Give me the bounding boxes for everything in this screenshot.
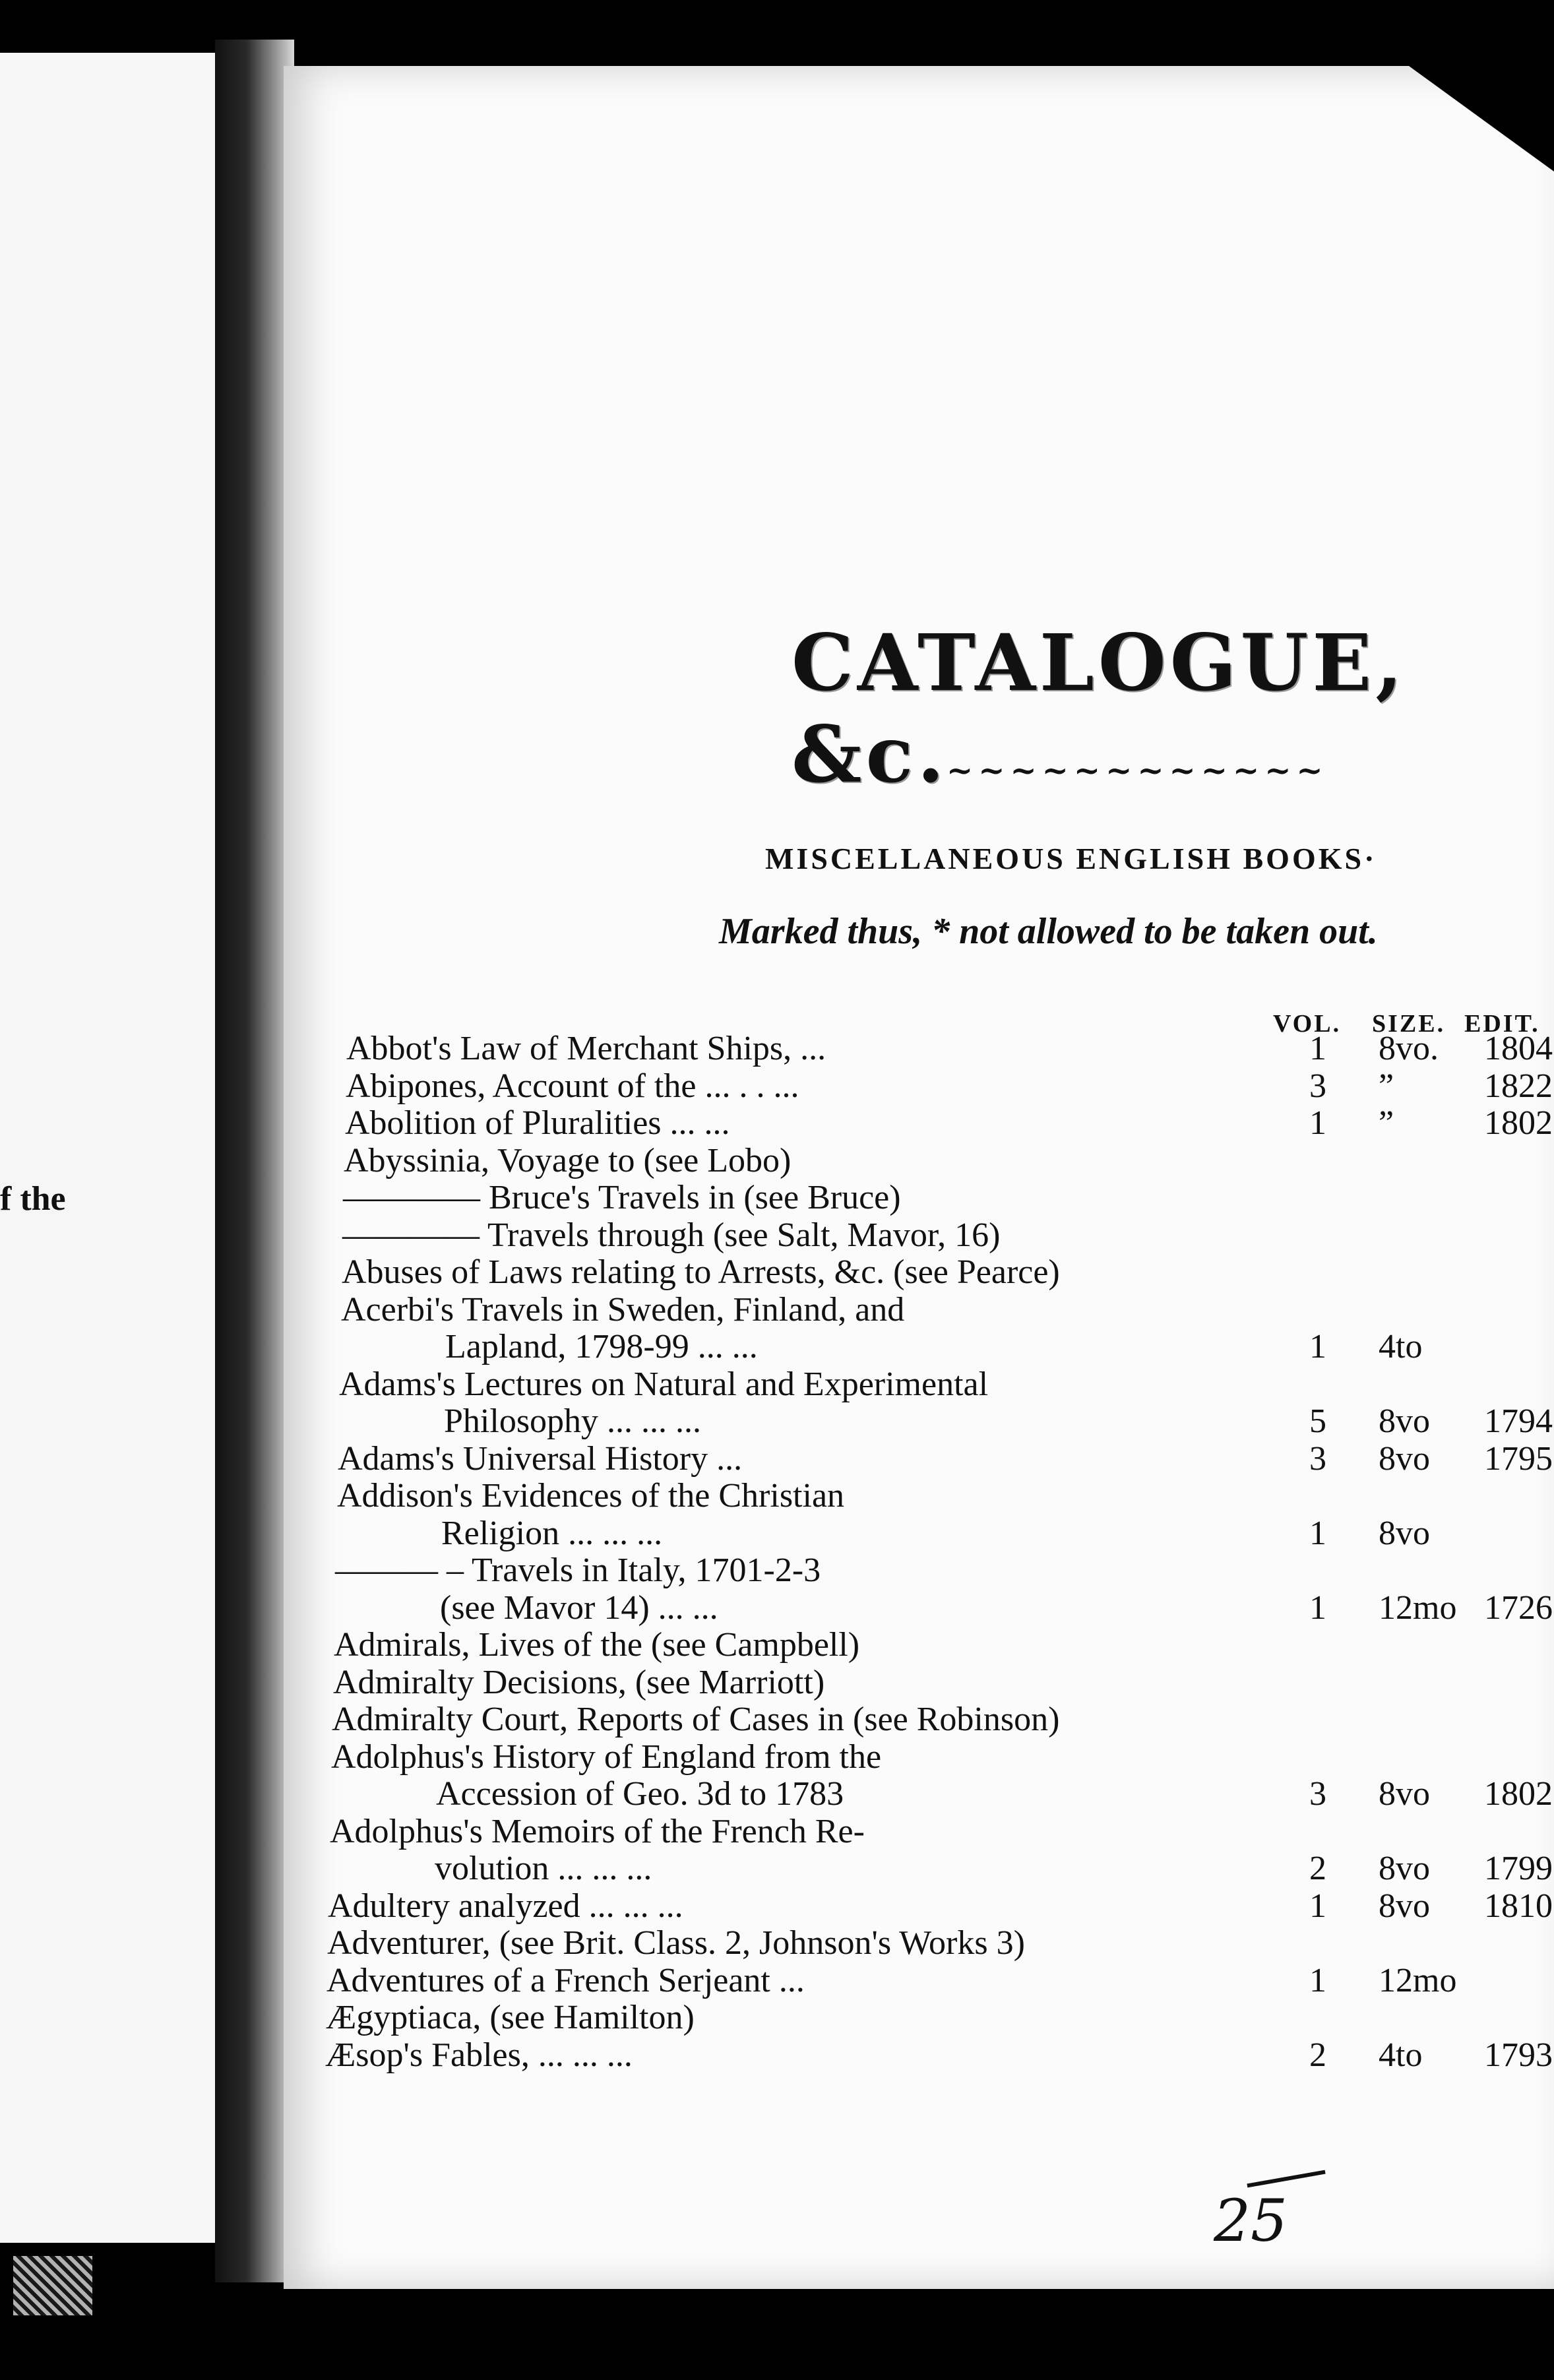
catalogue-note: Marked thus, * not allowed to be taken out. bbox=[719, 911, 1378, 952]
entry-title: Philosophy ... ... ... bbox=[444, 1402, 702, 1440]
catalogue-entry bbox=[284, 1402, 1554, 1441]
entry-vol: 1 bbox=[1309, 1514, 1326, 1552]
entry-edit: 1822 bbox=[1484, 1067, 1553, 1105]
catalogue-entry bbox=[284, 1476, 1554, 1516]
entry-title: Adolphus's Memoirs of the French Re- bbox=[330, 1812, 865, 1850]
catalogue-entry bbox=[284, 1924, 1554, 1963]
catalogue-entry bbox=[284, 1774, 1554, 1814]
catalogue-entry bbox=[284, 1514, 1554, 1553]
catalogue-entry bbox=[284, 1700, 1554, 1739]
catalogue-entry bbox=[284, 1067, 1554, 1106]
catalogue-entry bbox=[284, 1812, 1554, 1852]
entry-edit: 1804 bbox=[1484, 1030, 1553, 1067]
entry-size: 8vo bbox=[1379, 1775, 1430, 1813]
catalogue-entry bbox=[284, 1625, 1554, 1665]
entry-vol: 2 bbox=[1309, 1850, 1326, 1887]
catalogue-entry bbox=[284, 1327, 1554, 1367]
catalogue-entry bbox=[284, 1216, 1554, 1255]
entry-title: Abbot's Law of Merchant Ships, ... bbox=[346, 1030, 826, 1067]
entry-vol: 1 bbox=[1309, 1328, 1326, 1365]
entry-vol: 1 bbox=[1309, 1887, 1326, 1925]
entry-edit: 1802 bbox=[1484, 1104, 1553, 1142]
entry-title: Addison's Evidences of the Christian bbox=[337, 1477, 845, 1515]
page-corner bbox=[1409, 66, 1554, 172]
entry-title: Abipones, Account of the ... . . ... bbox=[346, 1067, 799, 1105]
entry-edit: 1794 bbox=[1484, 1402, 1553, 1440]
entry-edit: 1726 bbox=[1484, 1588, 1553, 1627]
entry-vol: 3 bbox=[1309, 1439, 1326, 1478]
catalogue-entry bbox=[284, 1253, 1554, 1292]
entry-size: ” bbox=[1379, 1067, 1394, 1105]
entry-vol: 3 bbox=[1309, 1775, 1326, 1813]
entry-title: Admiralty Court, Reports of Cases in (see Robinson) bbox=[332, 1701, 1060, 1738]
catalogue-entry bbox=[284, 1365, 1554, 1404]
entry-vol: 1 bbox=[1309, 1588, 1326, 1627]
entry-title: Abolition of Pluralities ... ... bbox=[345, 1104, 730, 1142]
entry-title: Accession of Geo. 3d to 1783 bbox=[436, 1775, 844, 1813]
catalogue-entry bbox=[284, 1141, 1554, 1181]
entry-title: Acerbi's Travels in Sweden, Finland, and bbox=[341, 1290, 905, 1329]
decorative-rule: ~~~~~~~~~~~~ bbox=[947, 752, 1328, 789]
entry-title: (see Mavor 14) ... ... bbox=[440, 1588, 718, 1627]
entry-title: ———— Travels through (see Salt, Mavor, 16) bbox=[342, 1216, 1001, 1254]
scan-border bbox=[0, 2289, 1554, 2380]
entry-title: ——— – Travels in Italy, 1701-2-3 bbox=[335, 1551, 821, 1589]
entry-size: 8vo bbox=[1379, 1402, 1430, 1440]
entry-title: ———— Bruce's Travels in (see Bruce) bbox=[343, 1179, 901, 1216]
page-mark-stroke bbox=[1247, 2170, 1325, 2188]
entry-size: 4to bbox=[1379, 2036, 1423, 2074]
entry-title: Adultery analyzed ... ... ... bbox=[328, 1887, 683, 1925]
entry-vol: 5 bbox=[1309, 1402, 1326, 1440]
entry-vol: 1 bbox=[1309, 1030, 1326, 1067]
entry-vol: 1 bbox=[1309, 1104, 1326, 1142]
catalogue-entry bbox=[284, 1551, 1554, 1590]
entry-size: 8vo bbox=[1379, 1439, 1430, 1478]
catalogue-entry bbox=[284, 1290, 1554, 1330]
entry-vol: 2 bbox=[1309, 2036, 1326, 2074]
page-title: CATALOGUE, &c. bbox=[792, 617, 1407, 800]
entry-size: 12mo bbox=[1379, 1961, 1457, 1999]
entry-size: ” bbox=[1379, 1104, 1394, 1142]
entry-size: 8vo bbox=[1379, 1514, 1430, 1552]
catalogue-entry bbox=[284, 1178, 1554, 1218]
column-header-vol: VOL. bbox=[1273, 1010, 1342, 1038]
book-gutter bbox=[215, 40, 294, 2282]
catalogue-entry bbox=[284, 1588, 1554, 1628]
entry-edit: 1795 bbox=[1484, 1439, 1553, 1478]
column-header-size: SIZE. bbox=[1372, 1010, 1446, 1038]
page-number-handwritten: 25 bbox=[1214, 2187, 1288, 2255]
entry-edit: 1802 bbox=[1484, 1775, 1553, 1813]
column-header-edit: EDIT. bbox=[1464, 1010, 1540, 1038]
entry-title: Abuses of Laws relating to Arrests, &c. (see Pearce) bbox=[342, 1253, 1060, 1291]
entry-title: Admirals, Lives of the (see Campbell) bbox=[334, 1626, 860, 1664]
entry-title: Religion ... ... ... bbox=[441, 1514, 663, 1552]
scan-clip-mark bbox=[13, 2256, 92, 2315]
section-heading: MISCELLANEOUS ENGLISH BOOKS· bbox=[765, 842, 1377, 875]
catalogue-entry bbox=[284, 1029, 1554, 1069]
entry-size: 12mo bbox=[1379, 1588, 1457, 1627]
entry-title: Admiralty Decisions, (see Marriott) bbox=[333, 1663, 825, 1701]
catalogue-entry bbox=[284, 1998, 1554, 2038]
entry-size: 8vo. bbox=[1379, 1030, 1439, 1067]
catalogue-entry bbox=[284, 1104, 1554, 1143]
entry-size: 4to bbox=[1379, 1328, 1423, 1365]
left-page-fragment: f the bbox=[0, 1180, 66, 1218]
catalogue-entry bbox=[284, 1849, 1554, 1889]
entry-title: Abyssinia, Voyage to (see Lobo) bbox=[344, 1141, 792, 1179]
entry-title: Æsop's Fables, ... ... ... bbox=[325, 2036, 633, 2074]
entry-title: Adventures of a French Serjeant ... bbox=[326, 1961, 805, 1999]
entry-title: Adams's Lectures on Natural and Experimental bbox=[339, 1365, 989, 1403]
entry-size: 8vo bbox=[1379, 1850, 1430, 1887]
entry-size: 8vo bbox=[1379, 1887, 1430, 1925]
entry-title: volution ... ... ... bbox=[435, 1850, 652, 1887]
catalogue-entry bbox=[284, 1663, 1554, 1703]
catalogue-page bbox=[284, 66, 1554, 2289]
catalogue-entry bbox=[284, 1887, 1554, 1926]
entry-edit: 1810 bbox=[1484, 1887, 1553, 1925]
catalogue-entry bbox=[284, 1738, 1554, 1777]
catalogue-entry bbox=[284, 1961, 1554, 2001]
entry-vol: 3 bbox=[1309, 1067, 1326, 1105]
entry-vol: 1 bbox=[1309, 1961, 1326, 1999]
catalogue-entry bbox=[284, 2036, 1554, 2075]
catalogue-entry bbox=[284, 1439, 1554, 1479]
entry-edit: 1793 bbox=[1484, 2036, 1553, 2074]
left-page bbox=[0, 53, 233, 2243]
entry-title: Lapland, 1798-99 ... ... bbox=[445, 1328, 758, 1365]
entry-title: Adolphus's History of England from the bbox=[331, 1738, 882, 1776]
entry-title: Ægyptiaca, (see Hamilton) bbox=[326, 1999, 695, 2036]
entry-title: Adventurer, (see Brit. Class. 2, Johnson's Works 3) bbox=[327, 1924, 1025, 1962]
entry-title: Adams's Universal History ... bbox=[338, 1439, 743, 1478]
entry-edit: 1799 bbox=[1484, 1850, 1553, 1887]
